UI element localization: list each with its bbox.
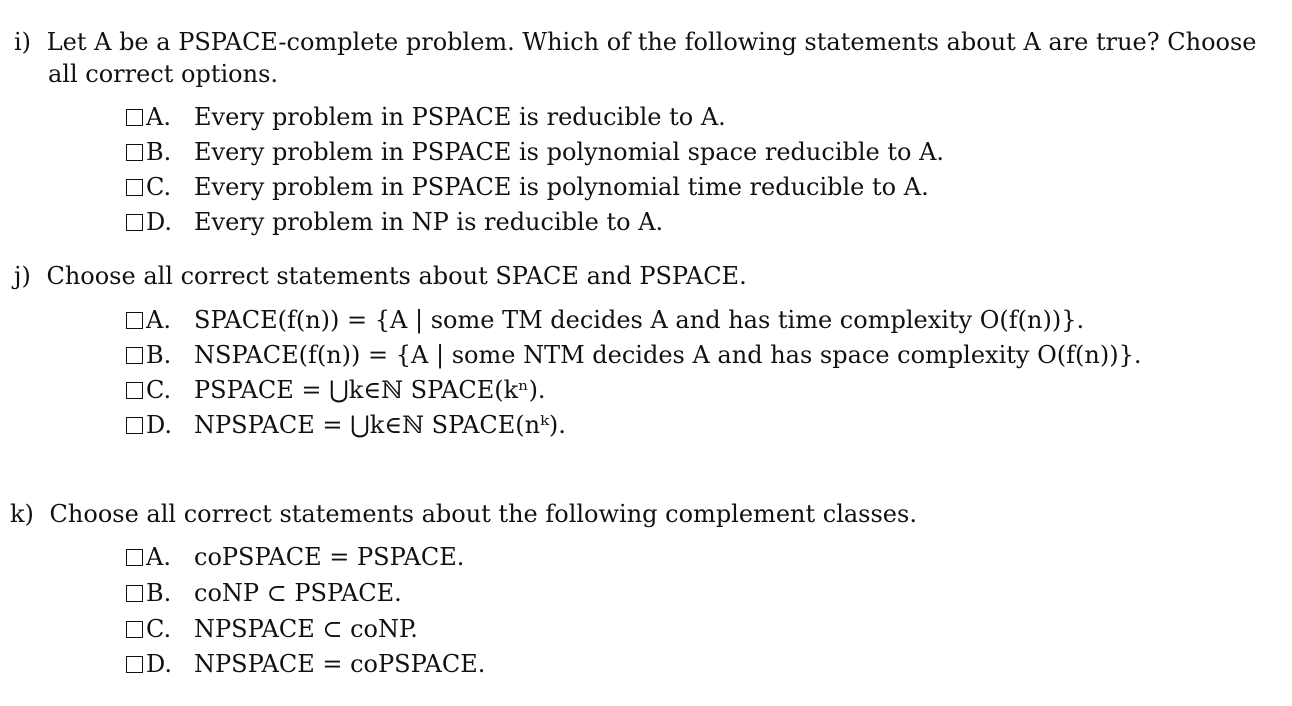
- checkbox[interactable]: [126, 347, 143, 364]
- option-text: NPSPACE ⊂ coNP.: [194, 615, 418, 643]
- question-text: Choose all correct statements about the following complement classes.: [49, 500, 917, 528]
- option-letter: C.: [146, 173, 172, 201]
- checkbox[interactable]: [126, 656, 143, 673]
- option-letter: C.: [146, 376, 172, 404]
- option-text: Every problem in NP is reducible to A.: [194, 208, 664, 236]
- option-text: PSPACE = ⋃k∈ℕ SPACE(kⁿ).: [194, 376, 546, 404]
- option-letter: A.: [146, 543, 171, 571]
- question-number: k): [10, 500, 34, 528]
- question-j-stem: [14, 260, 747, 292]
- option-letter: C.: [146, 615, 172, 643]
- question-i-option-c[interactable]: [126, 170, 929, 205]
- checkbox[interactable]: [126, 214, 143, 231]
- checkbox[interactable]: [126, 179, 143, 196]
- question-text: Choose all correct statements about SPACE and PSPACE.: [46, 262, 747, 290]
- checkbox[interactable]: [126, 549, 143, 566]
- question-i-stem-continued: all correct options.: [48, 60, 279, 88]
- option-letter: B.: [146, 341, 172, 369]
- option-text: Every problem in PSPACE is reducible to A.: [194, 103, 726, 131]
- question-i-stem: [14, 26, 1257, 58]
- question-j-option-a[interactable]: [126, 303, 1084, 338]
- question-j-option-b[interactable]: [126, 338, 1141, 373]
- option-text: SPACE(f(n)) = {A | some TM decides A and has time complexity O(f(n))}.: [194, 306, 1085, 334]
- question-k-option-b[interactable]: [126, 576, 402, 611]
- question-number: i): [14, 28, 32, 56]
- option-letter: D.: [146, 208, 173, 236]
- question-j-option-d[interactable]: [126, 408, 566, 443]
- question-k-option-c[interactable]: [126, 612, 418, 647]
- question-number: j): [14, 262, 31, 290]
- question-k-stem: [10, 498, 917, 530]
- option-letter: B.: [146, 138, 172, 166]
- checkbox[interactable]: [126, 312, 143, 329]
- option-text: coPSPACE = PSPACE.: [194, 543, 465, 571]
- option-letter: A.: [146, 306, 171, 334]
- option-letter: D.: [146, 411, 173, 439]
- option-letter: A.: [146, 103, 171, 131]
- option-text: NPSPACE = coPSPACE.: [194, 650, 486, 678]
- question-k-option-d[interactable]: [126, 647, 485, 682]
- option-letter: B.: [146, 579, 172, 607]
- question-i-option-d[interactable]: [126, 205, 663, 240]
- checkbox[interactable]: [126, 144, 143, 161]
- option-letter: D.: [146, 650, 173, 678]
- checkbox[interactable]: [126, 417, 143, 434]
- checkbox[interactable]: [126, 585, 143, 602]
- checkbox[interactable]: [126, 109, 143, 126]
- option-text: NSPACE(f(n)) = {A | some NTM decides A and has space complexity O(f(n))}.: [194, 341, 1142, 369]
- question-i-option-b[interactable]: [126, 135, 944, 170]
- question-i-option-a[interactable]: [126, 100, 726, 135]
- question-k-option-a[interactable]: [126, 540, 464, 575]
- checkbox[interactable]: [126, 621, 143, 638]
- question-text: Let A be a PSPACE-complete problem. Which of the following statements about A are true? Choose: [46, 28, 1257, 56]
- checkbox[interactable]: [126, 382, 143, 399]
- option-text: Every problem in PSPACE is polynomial time reducible to A.: [194, 173, 929, 201]
- option-text: coNP ⊂ PSPACE.: [194, 579, 402, 607]
- option-text: NPSPACE = ⋃k∈ℕ SPACE(nᵏ).: [194, 411, 566, 439]
- option-text: Every problem in PSPACE is polynomial space reducible to A.: [194, 138, 945, 166]
- question-j-option-c[interactable]: [126, 373, 546, 408]
